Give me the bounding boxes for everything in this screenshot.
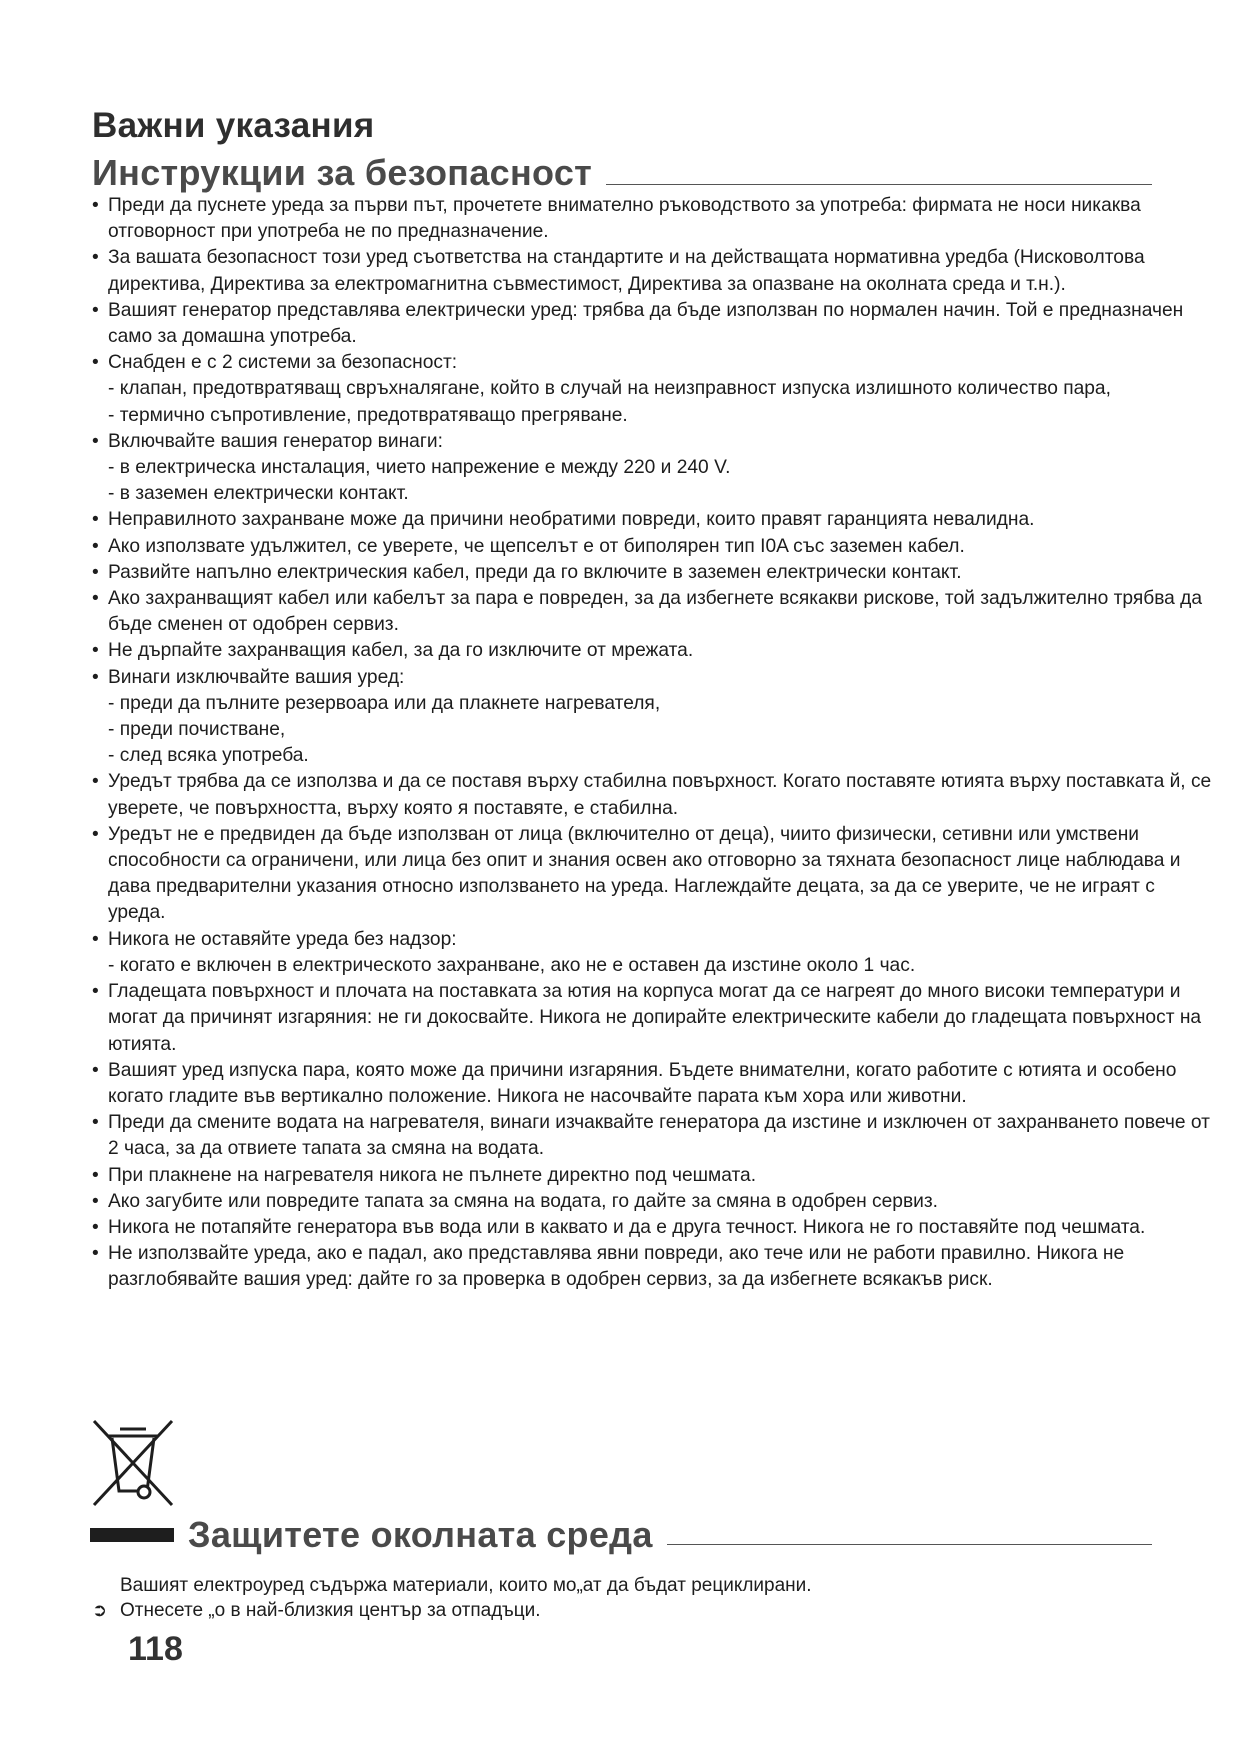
bullet-icon: • [92, 588, 99, 610]
list-item-text: Ако загубите или повредите тапата за смяна на водата, го дайте за смяна в одобрен сервиз. [108, 1190, 938, 1212]
list-item-text: Уредът трябва да се използва и да се поставя върху стабилна повърхност. Когато поставяте ютията върху поставката й, се уверете, че повърхността, върху която я поставяте, е стабилна. [108, 771, 1212, 819]
environment-title: Защитете околната среда [188, 1514, 653, 1555]
list-item-text: Ако използвате удължител, се уверете, че щепселът е от биполярен тип I0A със заземен кабел. [108, 535, 965, 557]
list-item [92, 1110, 1212, 1162]
section-title-safety [92, 152, 1152, 194]
list-item-text: Развийте напълно електрическия кабел, преди да го включите в заземен електрически контакт. [108, 561, 962, 583]
bullet-icon: • [92, 299, 99, 321]
list-item [92, 927, 1212, 953]
list-item [92, 1241, 1212, 1293]
list-item-text: Вашият генератор представлява електрически уред: трябва да бъде използван по нормален начин. Той е предназначен само за домашна употреба. [108, 299, 1184, 348]
bullet-icon: • [92, 928, 99, 950]
list-item-text: Не дърпайте захранващия кабел, за да го изключите от мрежата. [108, 640, 694, 662]
list-item-text: Ако захранващият кабел или кабелът за пара е повреден, за да избегнете всякакви рискове, той задължително трябва да бъде сменен от одобрен сервиз. [108, 588, 1203, 636]
list-item-text: Винаги изключвайте вашия уред: [108, 666, 405, 688]
list-item [92, 638, 1212, 664]
sub-item: - преди да пълните резервоара или да плакнете нагревателя, [108, 692, 661, 714]
safety-instructions-list [92, 193, 1212, 1294]
environment-instruction-text: Отнесете „о в най-близкия център за отпадъци. [120, 1600, 541, 1621]
list-item [92, 1215, 1212, 1241]
list-item [92, 298, 1212, 350]
list-item-text: Никога не потапяйте генератора във вода или в каквато и да е друга течност. Никога не го поставяйте под чешмата. [108, 1216, 1146, 1238]
bullet-icon: • [92, 666, 99, 688]
list-item-text: Преди да смените водата на нагревателя, винаги изчаквайте генератора да изстине и изключен от захранването повече от 2 часа, за да отвиете тапата за смяна на водата. [108, 1112, 1210, 1160]
list-item [92, 979, 1212, 1058]
bullet-icon: • [92, 981, 99, 1003]
list-item-text: Неправилното захранване може да причини необратими повреди, които правят гаранцията невалидна. [108, 509, 1035, 531]
list-item [92, 245, 1212, 297]
list-item [92, 822, 1212, 927]
list-item [92, 560, 1212, 586]
list-item [92, 429, 1212, 455]
sub-item: - клапан, предотвратяващ свръхналягане, който в случай на неизправност изпуска излишното количество пара, [108, 378, 1111, 400]
list-item [92, 665, 1212, 691]
bullet-icon: • [92, 1059, 99, 1081]
bullet-icon: • [92, 352, 99, 374]
sub-item: - след всяка употреба. [108, 745, 309, 767]
title-rule [606, 184, 1152, 185]
bullet-icon: • [92, 535, 99, 557]
bullet-icon: • [92, 1216, 99, 1238]
list-item [92, 586, 1212, 638]
bullet-icon: • [92, 1243, 99, 1265]
list-item-text: За вашата безопасност този уред съответства на стандартите и на действащата нормативна уредба (Нисковолтова директива, Директива за електромагнитна съвместимост, Директива за опазване на околната среда и т.н.). [108, 247, 1145, 295]
list-item-text: Включвайте вашия генератор винаги: [108, 430, 443, 452]
list-item [92, 350, 1212, 376]
bullet-icon: • [92, 561, 99, 583]
sub-item: - преди почистване, [108, 719, 286, 741]
list-item [92, 534, 1212, 560]
bullet-icon: • [92, 430, 99, 452]
list-item [92, 1163, 1212, 1189]
list-item [92, 769, 1212, 821]
bullet-icon: • [92, 195, 99, 216]
sub-item: - в електрическа инсталация, чието напрежение е между 220 и 240 V. [108, 457, 731, 479]
bullet-icon: • [92, 1164, 99, 1186]
title-rule [667, 1544, 1152, 1545]
page-title: Важни указания [92, 106, 375, 145]
bullet-icon: • [92, 247, 99, 269]
list-item [92, 507, 1212, 533]
list-item-text: Никога не оставяйте уреда без надзор: [108, 928, 457, 950]
page-number: 118 [128, 1630, 183, 1668]
bullet-icon: • [92, 509, 99, 531]
bullet-icon: • [92, 1190, 99, 1212]
heading-bar [90, 1528, 174, 1542]
sub-item: - в заземен електрически контакт. [108, 483, 409, 505]
list-item [92, 1058, 1212, 1110]
list-item-text: Преди да пуснете уреда за първи път, прочетете внимателно ръководството за употреба: фирмата не носи никаква отговорност при употреба не по предназначение. [108, 195, 1141, 243]
environment-instruction [92, 1598, 541, 1623]
list-item-text: При плакнене на нагревателя никога не пълнете директно под чешмата. [108, 1164, 757, 1186]
list-item-text: Гладещата повърхност и плочата на поставката за ютия на корпуса могат да се нагреят до много високи температури и могат да причинят изгаряния: не ги докосвайте. Никога не допирайте електрическите кабели до гладещата повърхност на ютията. [108, 981, 1202, 1055]
bullet-icon: • [92, 1112, 99, 1134]
bullet-icon: • [92, 640, 99, 662]
list-item-text: Не използвайте уреда, ако е падал, ако представлява явни повреди, ако тече или не работи правилно. Никога не разглобявайте вашия уред: дайте го за проверка в одобрен сервиз, за да избегнете всякакъв риск. [108, 1243, 1125, 1291]
list-item-text: Уредът не е предвиден да бъде използван от лица (включително от деца), чиито физически, сетивни или умствени способности са ограничени, или лица без опит и знания освен ако отговорно за тяхната безопасност лице наблюдава и дава предварителни указания относно използването на уреда. Наглеждайте децата, за да се уверите, че не играят с уреда. [108, 823, 1181, 924]
environment-text: Вашият електроуред съдържа материали, които мо„ат да бъдат рециклирани. [120, 1575, 812, 1596]
sub-item: - когато е включен в електрическото захранване, ако не е оставен да изстине около 1 час. [108, 954, 916, 976]
list-item [92, 193, 1212, 245]
sub-item: - термично съпротивление, предотвратяващо прегряване. [108, 404, 628, 426]
section-title-text: Инструкции за безопасност [92, 152, 593, 193]
crossed-out-bin-icon [90, 1417, 176, 1509]
list-item-text: Вашият уред изпуска пара, която може да причини изгаряния. Бъдете внимателни, когато работите с ютията и особено когато гладите във вертикално положение. Никога не насочвайте парата към хора или животни. [108, 1059, 1177, 1107]
section-title-environment [90, 1514, 1152, 1556]
bullet-icon: • [92, 771, 99, 793]
bullet-icon: • [92, 823, 99, 845]
list-item [92, 1189, 1212, 1215]
arrow-icon: ➲ [92, 1600, 108, 1620]
list-item-text: Снабден е с 2 системи за безопасност: [108, 352, 458, 374]
